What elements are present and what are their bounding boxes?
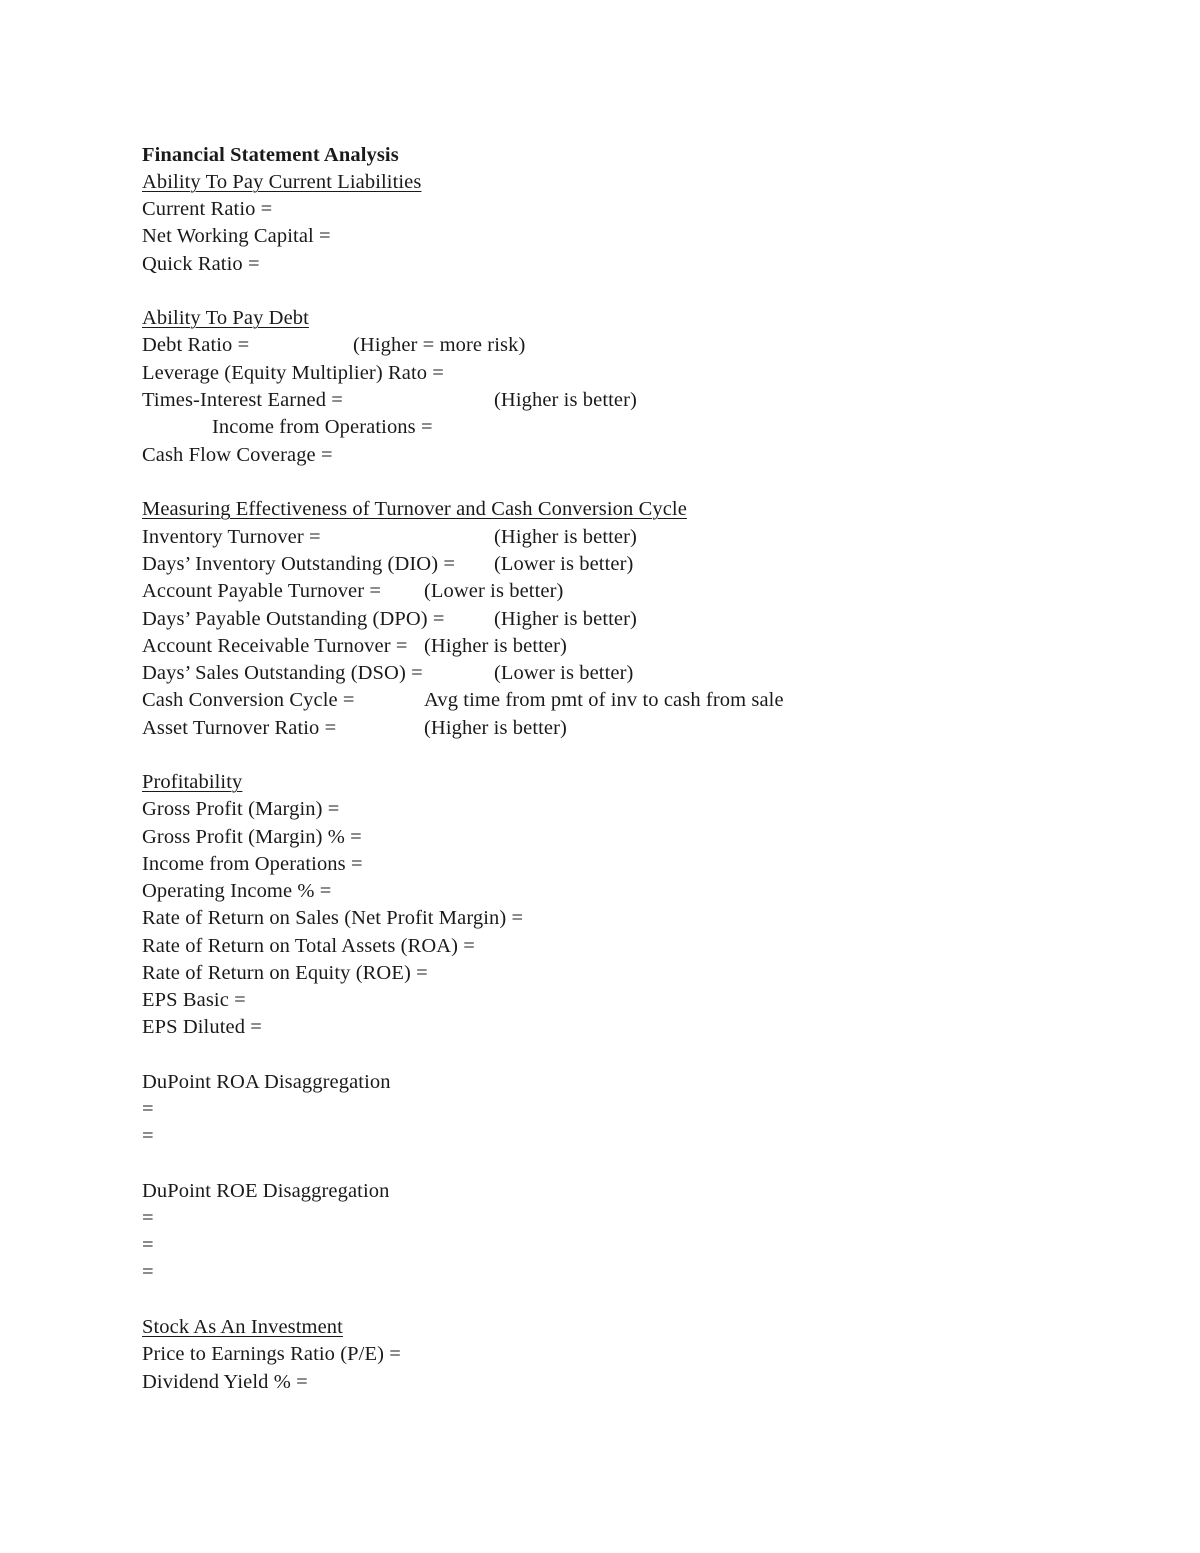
document-title: Financial Statement Analysis xyxy=(142,144,399,166)
line-current-ratio: Current Ratio = xyxy=(142,198,273,220)
line-label: Inventory Turnover = xyxy=(142,526,321,548)
line-roe: Rate of Return on Equity (ROE) = xyxy=(142,962,428,984)
line-income-from-operations-indented: Income from Operations = xyxy=(212,416,433,438)
line-dupont-roe-1: = xyxy=(142,1207,154,1229)
line-pe-ratio: Price to Earnings Ratio (P/E) = xyxy=(142,1343,401,1365)
section-heading-dupont-roa: DuPoint ROA Disaggregation xyxy=(142,1071,391,1093)
line-label: Times-Interest Earned = xyxy=(142,389,343,411)
line-dupont-roa-1: = xyxy=(142,1098,154,1120)
section-heading-profitability: Profitability xyxy=(142,771,243,793)
line-note: (Higher = more risk) xyxy=(353,334,526,356)
line-label: Days’ Inventory Outstanding (DIO) = xyxy=(142,553,456,575)
line-note: (Higher is better) xyxy=(494,608,637,630)
line-gross-profit-percent: Gross Profit (Margin) % = xyxy=(142,826,362,848)
line-note: (Lower is better) xyxy=(494,662,634,684)
line-net-working-capital: Net Working Capital = xyxy=(142,225,331,247)
line-label: Account Receivable Turnover = xyxy=(142,635,408,657)
line-operating-income-percent: Operating Income % = xyxy=(142,880,332,902)
section-heading-dupont-roe: DuPoint ROE Disaggregation xyxy=(142,1180,390,1202)
section-heading-current-liabilities: Ability To Pay Current Liabilities xyxy=(142,171,422,193)
line-dividend-yield: Dividend Yield % = xyxy=(142,1371,308,1393)
line-return-on-sales: Rate of Return on Sales (Net Profit Margin) = xyxy=(142,907,524,929)
line-cash-flow-coverage: Cash Flow Coverage = xyxy=(142,444,333,466)
line-note: (Higher is better) xyxy=(494,389,637,411)
line-label: Cash Conversion Cycle = xyxy=(142,689,355,711)
line-label: Days’ Payable Outstanding (DPO) = xyxy=(142,608,445,630)
line-dupont-roe-2: = xyxy=(142,1234,154,1256)
line-note: (Lower is better) xyxy=(424,580,564,602)
line-eps-diluted: EPS Diluted = xyxy=(142,1016,262,1038)
line-label: Account Payable Turnover = xyxy=(142,580,382,602)
line-dupont-roe-3: = xyxy=(142,1261,154,1283)
section-heading-turnover: Measuring Effectiveness of Turnover and Cash Conversion Cycle xyxy=(142,498,687,520)
line-label: Debt Ratio = xyxy=(142,334,250,356)
line-note: (Higher is better) xyxy=(494,526,637,548)
section-heading-pay-debt: Ability To Pay Debt xyxy=(142,307,309,329)
line-note: Avg time from pmt of inv to cash from sale xyxy=(424,689,784,711)
line-note: (Higher is better) xyxy=(424,635,567,657)
line-eps-basic: EPS Basic = xyxy=(142,989,246,1011)
line-note: (Lower is better) xyxy=(494,553,634,575)
section-heading-stock: Stock As An Investment xyxy=(142,1316,343,1338)
line-income-from-operations: Income from Operations = xyxy=(142,853,363,875)
line-label: Asset Turnover Ratio = xyxy=(142,717,337,739)
line-gross-profit: Gross Profit (Margin) = xyxy=(142,798,340,820)
line-leverage-ratio: Leverage (Equity Multiplier) Rato = xyxy=(142,362,444,384)
line-roa: Rate of Return on Total Assets (ROA) = xyxy=(142,935,475,957)
line-quick-ratio: Quick Ratio = xyxy=(142,253,260,275)
line-label: Days’ Sales Outstanding (DSO) = xyxy=(142,662,423,684)
line-dupont-roa-2: = xyxy=(142,1125,154,1147)
line-note: (Higher is better) xyxy=(424,717,567,739)
